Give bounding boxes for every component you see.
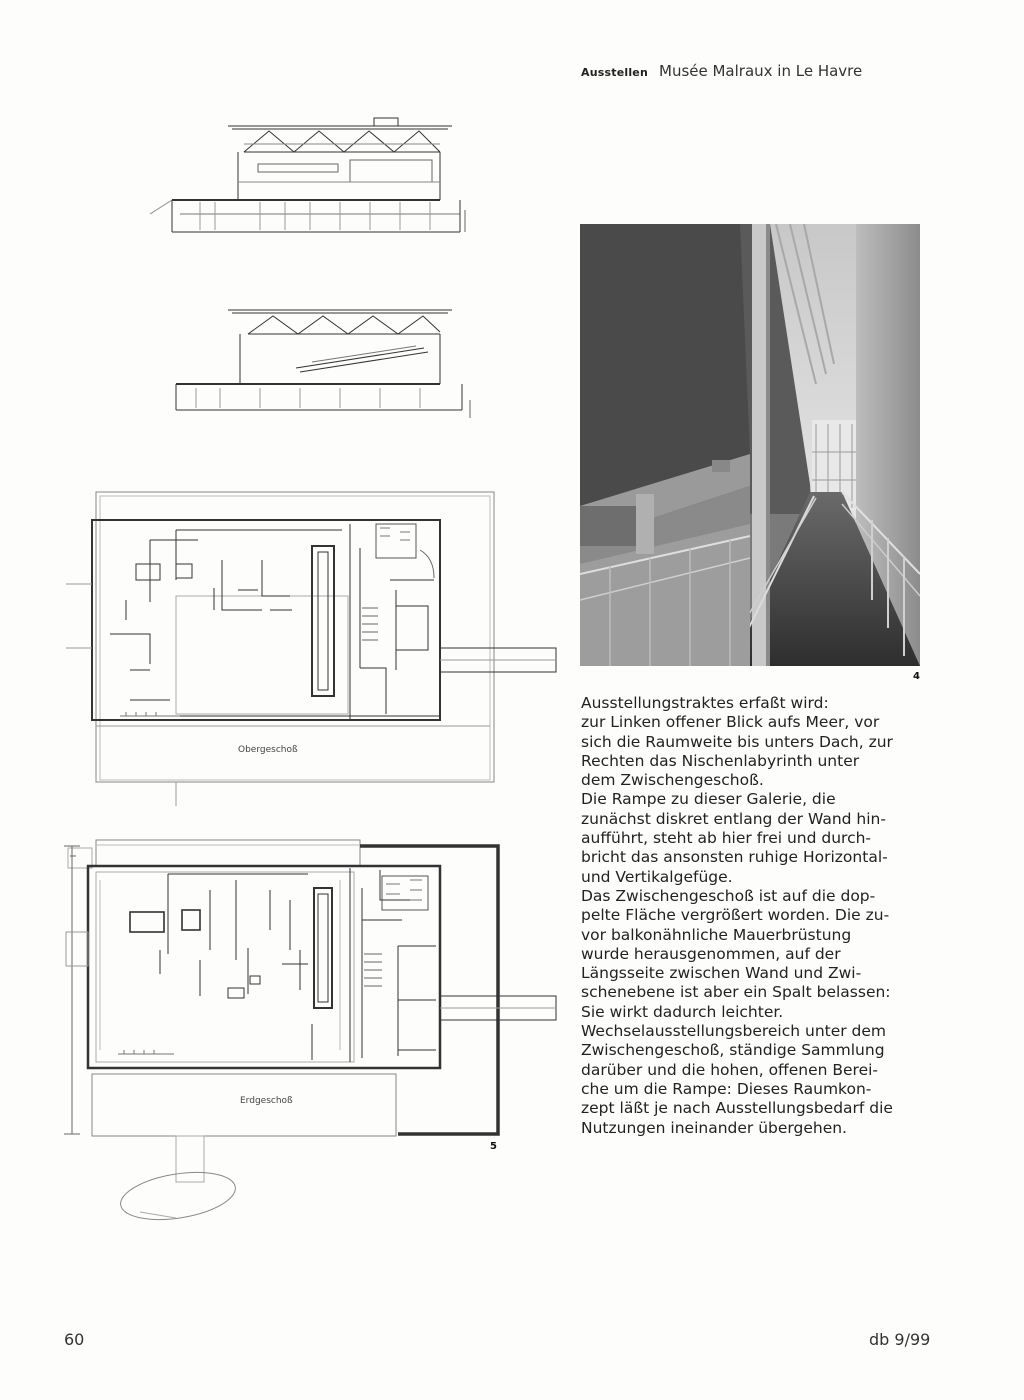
text-line: Ausstellungstraktes erfaßt wird:	[581, 694, 829, 712]
text-line: pelte Fläche vergrößert worden. Die zu-	[581, 906, 890, 925]
text-line: Nutzungen ineinander übergehen.	[581, 1118, 847, 1137]
text-line: Sie wirkt dadurch leichter.	[581, 1002, 784, 1021]
text-line: sich die Raumweite bis unters Dach, zur	[581, 732, 893, 751]
body-text	[581, 694, 893, 1138]
figure-number-5: 5	[490, 1141, 497, 1152]
text-line: aufführt, steht ab hier frei und durch-	[581, 829, 872, 848]
issue-label: db 9/99	[869, 1330, 931, 1349]
upper-floor-plan	[66, 492, 556, 806]
section-drawing-2	[176, 310, 470, 418]
text-line: zept läßt je nach Ausstellungsbedarf die	[581, 1099, 893, 1118]
text-line: Längsseite zwischen Wand und Zwi-	[581, 964, 862, 983]
upper-floor-label: Obergeschoß	[238, 745, 298, 755]
page-number: 60	[64, 1330, 85, 1349]
interior-photo	[580, 224, 920, 666]
text-line: Wechselausstellungsbereich unter dem	[581, 1022, 887, 1041]
text-line: darüber und die hohen, offenen Berei-	[581, 1060, 879, 1079]
text-line: Rechten das Nischenlabyrinth unter	[581, 751, 860, 770]
article-title: Musée Malraux in Le Havre	[659, 62, 863, 80]
text-line: Die Rampe zu dieser Galerie, die	[581, 790, 836, 809]
text-line: und Vertikalgefüge.	[581, 867, 733, 886]
figure-number-4: 4	[913, 671, 920, 682]
text-line: bricht das ansonsten ruhige Horizontal-	[581, 848, 888, 867]
section-drawing-1	[150, 118, 465, 232]
text-line: Zwischengeschoß, ständige Sammlung	[581, 1041, 885, 1060]
text-line: zur Linken offener Blick aufs Meer, vor	[581, 713, 880, 732]
text-line: vor balkonähnliche Mauerbrüstung	[581, 925, 852, 944]
ground-floor-label: Erdgeschoß	[240, 1096, 293, 1106]
section-label: Ausstellen	[581, 66, 648, 79]
ground-floor-plan	[64, 840, 556, 1227]
text-line: che um die Rampe: Dieses Raumkon-	[581, 1079, 872, 1098]
text-line: schenebene ist aber ein Spalt belassen:	[581, 983, 891, 1002]
text-line: dem Zwischengeschoß.	[581, 771, 764, 790]
text-line: zunächst diskret entlang der Wand hin-	[581, 809, 886, 828]
text-line: Das Zwischengeschoß ist auf die dop-	[581, 886, 876, 905]
text-line: wurde herausgenommen, auf der	[581, 944, 841, 963]
